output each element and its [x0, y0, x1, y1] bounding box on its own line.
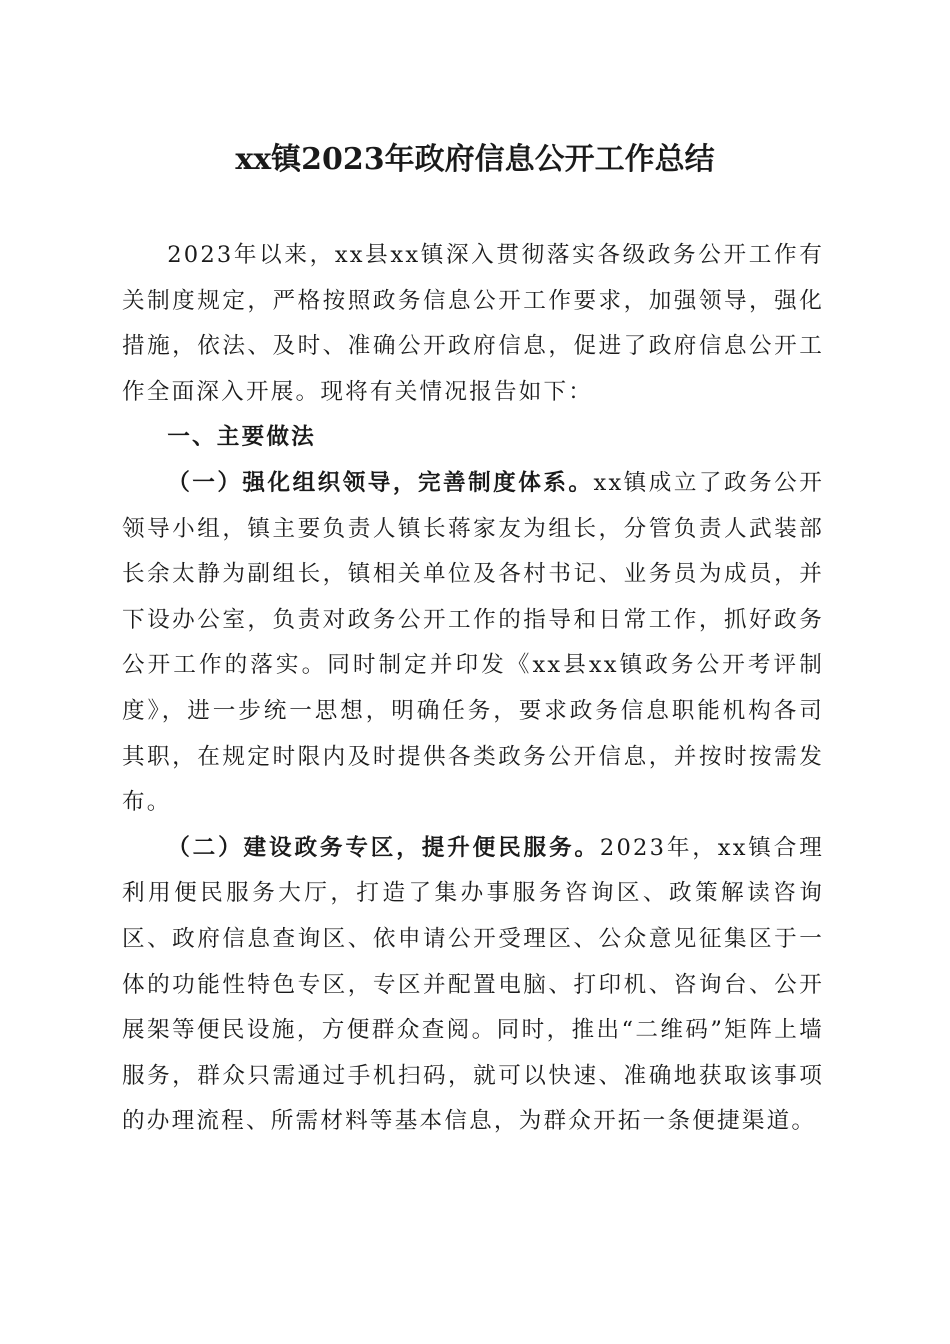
item-2-paragraph	[122, 826, 824, 1145]
item-1-paragraph	[122, 461, 824, 826]
section-heading-main-practices: 一、主要做法	[167, 424, 316, 451]
item-1-lead: （一）强化组织领导，完善制度体系。	[167, 469, 594, 496]
item-1-text: xx镇成立了政务公开领导小组，镇主要负责人镇长蒋家友为组长，分管负责人武装部长余太静为副组长，镇相关单位及各村书记、业务员为成员，并下设办公室，负责对政务公开工作的指导和日常工作，抓好政务公开工作的落实。同时制定并印发《xx县xx镇政务公开考评制度》，进一步统一思想，明确任务，要求政务信息职能机构各司其职，在规定时限内及时提供各类政务公开信息，并按时按需发布。	[122, 469, 824, 816]
item-2-text: 2023年，xx镇合理利用便民服务大厅，打造了集办事服务咨询区、政策解读咨询区、政府信息查询区、依申请公开受理区、公众意见征集区于一体的功能性特色专区，专区并配置电脑、打印机、咨询台、公开展架等便民设施，方便群众查阅。同时，推出“二维码”矩阵上墙服务，群众只需通过手机扫码，就可以快速、准确地获取该事项的办理流程、所需材料等基本信息，为群众开拓一条便捷渠道。	[122, 834, 824, 1135]
item-2-lead: （二）建设政务专区，提升便民服务。	[167, 834, 600, 861]
document-title: xx镇2023年政府信息公开工作总结	[235, 142, 715, 177]
intro-paragraph: 2023年以来，xx县xx镇深入贯彻落实各级政务公开工作有关制度规定，严格按照政务信息公开工作要求，加强领导，强化措施，依法、及时、准确公开政府信息，促进了政府信息公开工作全面深入开展。现将有关情况报告如下：	[122, 242, 824, 405]
document-body	[122, 233, 824, 1145]
